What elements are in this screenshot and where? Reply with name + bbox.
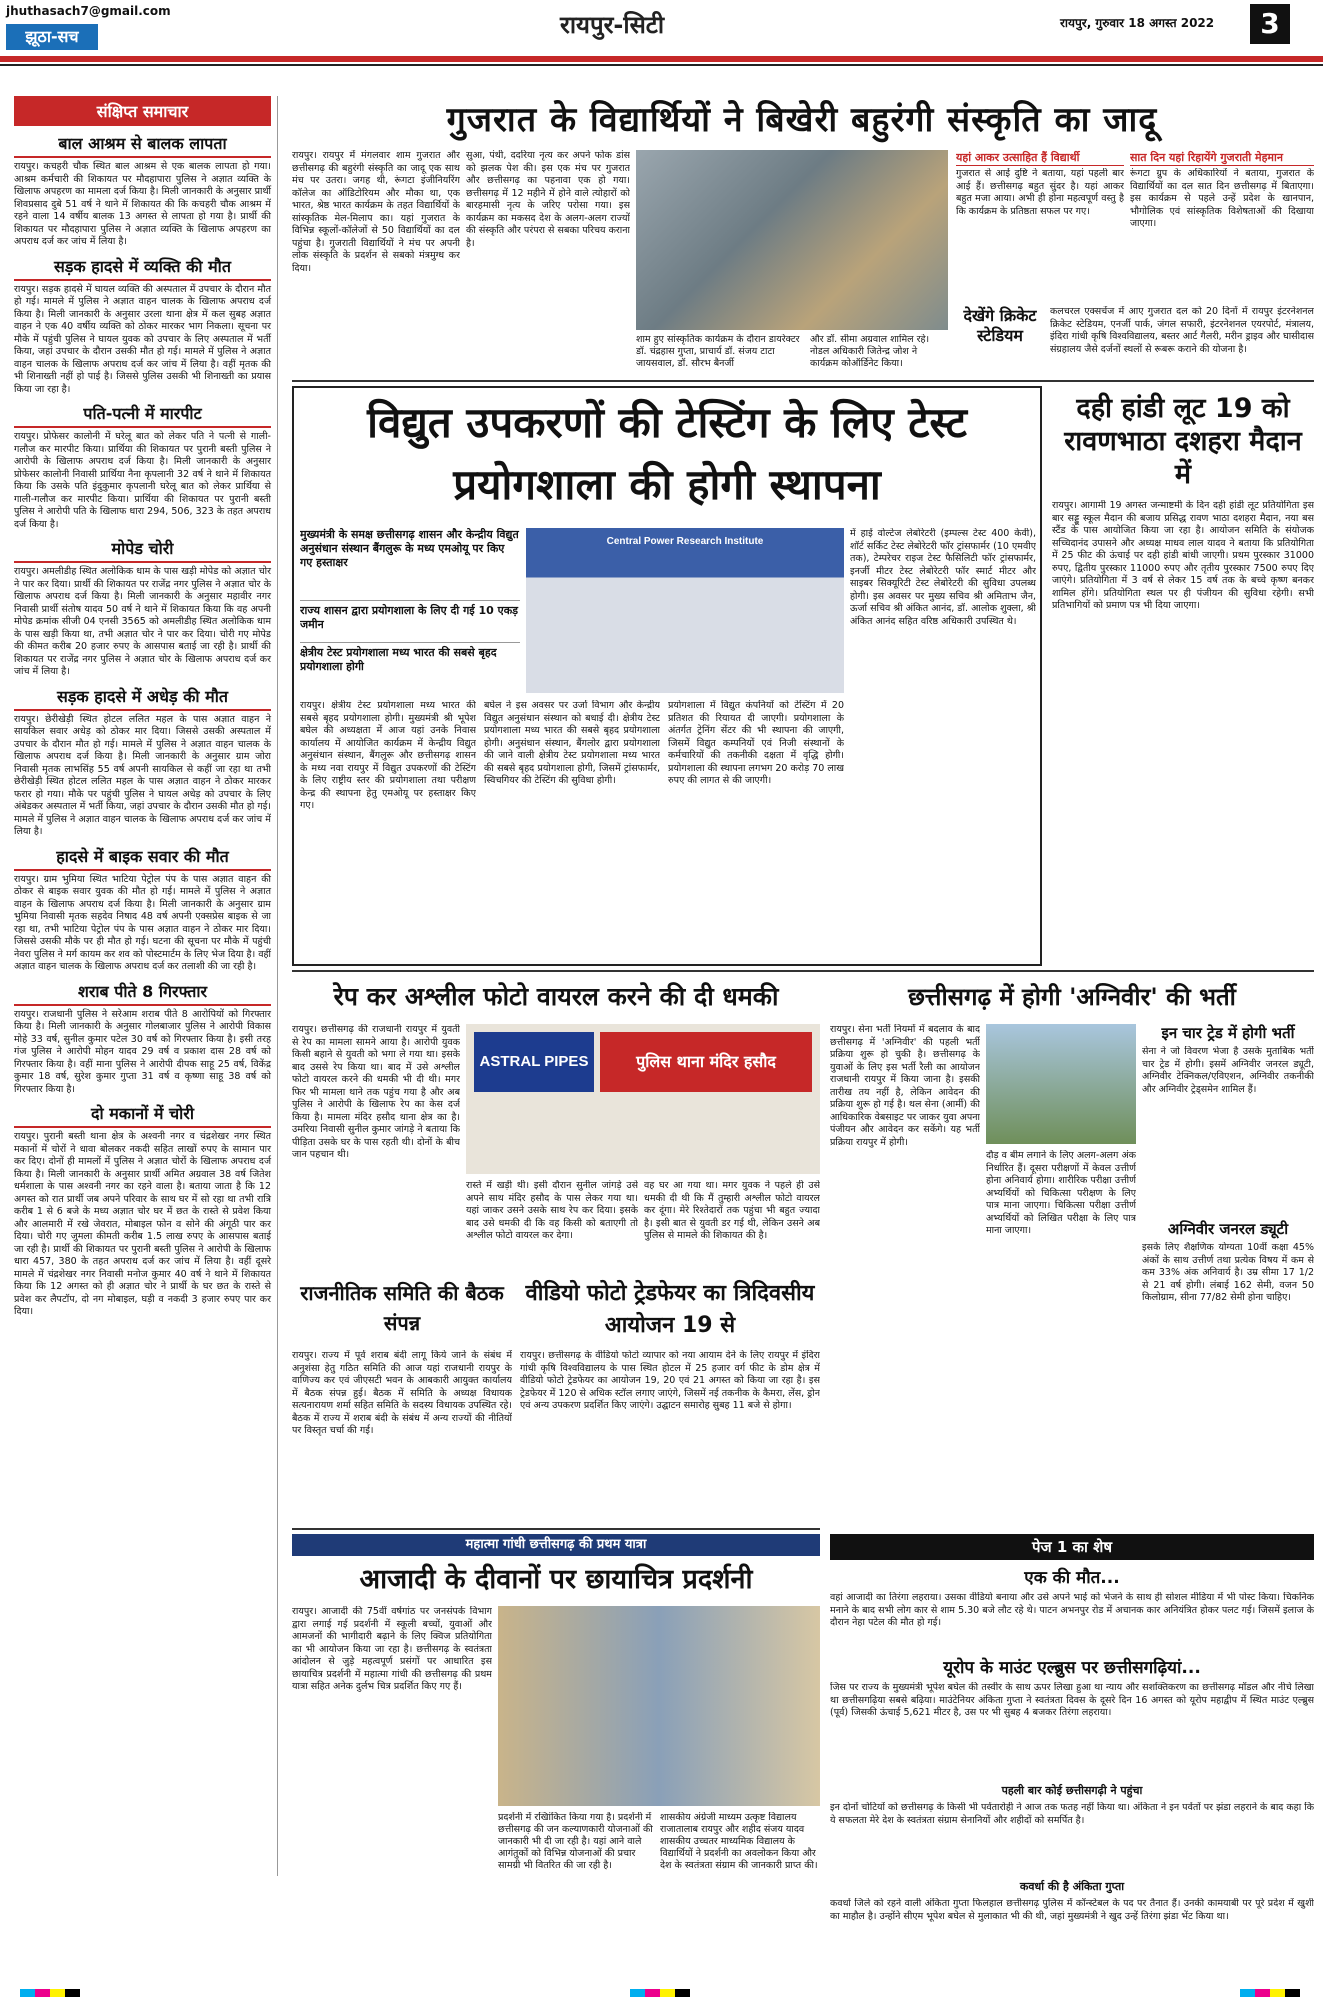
continued-heading-1: एक की मौत... — [1024, 1568, 1120, 1588]
brief-item — [14, 845, 271, 974]
brief-text: रायपुर। सड़क हादसे में घायल व्यक्ति की अस्पताल में उपचार के दौरान मौत हो गई। मामले में पुलिस ने अज्ञात वाहन चालक के खिलाफ अपराध दर्ज किया है। मिली जानकारी के अनुसार उरला थाना क्षेत्र में कल सुबह अज्ञात वाहन ने एक 40 वर्षीय व्यक्ति को ठोकर मारकर भाग निकला। सूचना पर मौके में पहुंची पुलिस ने घायल युवक को उपचार के लिए अस्पताल में भर्ती किया, जहां उपचार के दौरान उसकी मौत हो गई। मामले में पुलिस ने अज्ञात वाहन चालक के खिलाफ अपराध दर्ज कर जांच में लिया है। वहीं मृतक की भी शिनाख्ती नहीं हो पाई है। जिससे पुलिस उसकी भी शिनाख्ती का प्रयास किया जा रहा है। — [14, 283, 271, 395]
color-swatch-center — [630, 1989, 690, 1997]
contact-email: jhuthasach7@gmail.com — [6, 4, 171, 18]
header-rule-black — [0, 64, 1323, 66]
gandhi-body: रायपुर। आजादी की 75वीं वर्षगांठ पर जनसंपर्क विभाग द्वारा लगाई गई प्रदर्शनी में स्कूली बच्चों, युवाओं और आमजनों की भागीदारी बढ़ाने के लिए क्विज प्रतियोगिता का भी आयोजन किया जा रहा है। छत्तीसगढ़ के स्वतंत्रता आंदोलन से जुड़े महत्वपूर्ण प्रसंगों पर आधारित इस छायाचित्र प्रदर्शनी में महात्मा गांधी की छत्तीसगढ़ की प्रथम यात्रा सहित अनेक दुर्लभ चित्र प्रदर्शित किए गए हैं। — [292, 1606, 492, 1692]
agniveer-body-1: रायपुर। सेना भर्ती नियमों में बदलाव के बाद छत्तीसगढ़ में 'अग्निवीर' की पहली भर्ती प्रक्रिया शुरू हो चुकी है। छत्तीसगढ़ के युवाओं के लिए इस भर्ती रैली का आयोजन राजधानी रायपुर में किया जाना है। इसकी तारीख तय नहीं है, लेकिन आवेदन की प्रक्रिया शुरू हो गई है। थल सेना (आर्मी) की आधिकारिक वेबसाइट पर जाकर युवा अपना पंजीयन और आवेदन कर सकेंगे। यह भर्ती प्रक्रिया रायपुर में होगी। — [830, 1024, 980, 1148]
brief-heading: दो मकानों में चोरी — [14, 1102, 271, 1128]
color-swatch-right — [1240, 1989, 1300, 1997]
brief-heading: शराब पीते 8 गिरफ्तार — [14, 980, 271, 1006]
brief-item — [14, 537, 271, 679]
continued-text-2: जिस पर राज्य के मुख्यमंत्री भूपेश बघेल की तस्वीर के साथ ऊपर लिखा हुआ था न्याय और सशक्तिकरण का छत्तीसगढ़ मॉडल और नीचे लिखा था छत्तीसगढ़िया सबसे बढ़िया। माउंटेनियर अंकिता गुप्ता ने स्वतंत्रता दिवस के दूसरे दिन 16 अगस्त को यूरोप महाद्वीप में स्थित माउंट एल्ब्रुस (पूर्व) जिसकी ऊंचाई 5,621 मीटर है, उस पर भी सुबह 4 बजकर तिरंगा लहराया। — [830, 1682, 1314, 1718]
test-lab-body-2: बघेल ने इस अवसर पर उर्जा विभाग और केन्द्रीय विद्युत अनुसंधान संस्थान को बधाई दी। क्षेत्रीय टेस्ट प्रयोगशाला मध्य भारत की सबसे बृहद प्रयोगशाला होगी। अनुसंधान संस्थान, बैंगलोर द्वारा प्रयोगशाला की जाने वाली क्षेत्रीय टेस्ट प्रयोगशाला मध्य भारत की सबसे बृहद प्रयोगशाला होगी, जिसमें ट्रांसफार्मर, स्विचगियर की टेस्टिंग की सुविधा होगी। — [484, 700, 660, 786]
brand-logo: झूठा-सच — [6, 24, 98, 50]
box-text: रूंगटा ग्रुप के अधिकारियों ने बताया, गुजरात के विद्यार्थियों का दल सात दिन छत्तीसगढ़ में बिताएगा। इस कार्यक्रम से पहले उन्हें प्रदेश के खानपान, भौगोलिक एवं सांस्कृतिक विशेषताओं की दिखाया जाएगा। — [1130, 168, 1314, 229]
briefs-column — [8, 96, 278, 1876]
gujarat-box-guests — [1130, 150, 1314, 300]
brief-heading: मोपेड चोरी — [14, 537, 271, 563]
masthead — [0, 0, 1323, 78]
page-number: 3 — [1250, 4, 1290, 44]
continued-text-4: कवर्धा जिले को रहने वाली अंकिता गुप्ता फिलहाल छत्तीसगढ़ पुलिस में कॉन्स्टेबल के पद पर तैनात हैं। उनकी कामयाबी पर पूरे प्रदेश में खुशी का माहौल है। उन्होंने सीएम भूपेश बघेल से मुलाकात भी की थी, जहां मुख्यमंत्री ने खुद उन्हें तिरंगा झंडा भेंट किया था। — [830, 1898, 1314, 1922]
box-title: यहां आकर उत्साहित हैं विद्यार्थी — [956, 150, 1124, 166]
box-text: सेना ने जो विवरण भेजा है उसके मुताबिक भर्ती चार ट्रेड में होगी। इसमें अग्निवीर जनरल ड्यूटी, अग्निवीर टेक्निकल/एविएशन, अग्निवीर तकनीकी और अग्निवीर ट्रेड्समेन शामिल हैं। — [1142, 1046, 1314, 1095]
gujarat-photo-caption-2: और डॉ. सीमा अग्रवाल शामिल रहे। नोडल अधिकारी जितेन्द्र जोश ने कार्यक्रम कोऑर्डिनेट किया। — [810, 334, 930, 369]
rape-story-body-1: रायपुर। छत्तीसगढ़ की राजधानी रायपुर में युवती से रेप का मामला सामने आया है। आरोपी युवक किसी बहाने से युवती को भगा ले गया था। इसके बाद उससे रेप किया था। बाद में उसे अश्लील फोटो वायरल करने की धमकी भी दी थी। मगर फिर भी मामला थाने तक पहुंच गया है और अब पुलिस ने आरोपी के खिलाफ रेप का केस दर्ज किया है। मामला मंदिर हसौद थाना क्षेत्र का है। उमरिया निवासी सुनील कुमार जांगड़े ने बताया कि पीड़िता उसके घर के पास रहती थी। दोनों के बीच जान पहचान थी। — [292, 1024, 460, 1160]
photo-banner-text: Central Power Research Institute — [606, 536, 764, 547]
continued-heading-2: यूरोप के माउंट एल्ब्रुस पर छत्तीसगढ़ियां... — [943, 1658, 1201, 1678]
divider — [292, 380, 1314, 382]
brief-item — [14, 685, 271, 839]
gandhi-strip: महात्मा गांधी छत्तीसगढ़ की प्रथम यात्रा — [292, 1534, 820, 1556]
exhibition-caption: प्रदर्शनी में रखिांकित किया गया है। प्रदर्शनी में छत्तीसगढ़ की जन कल्याणकारी योजनाओं की जानकारी भी दी जा रही है। यहां आने वाले आगंतुकों को विभिन्न योजनाओं की प्रचार सामग्री भी वितरित की जा रही है। — [498, 1812, 653, 1871]
gujarat-body-col1: रायपुर। रायपुर में मंगलवार शाम गुजरात और छत्तीसगढ़ की बहुरंगी संस्कृति का जादू एक साथ मंच पर उतरा। जगह थी, रूंगटा इंजीनियरिंग कॉलेज का ऑडिटोरियम और मौका था, एक भारत, श्रेष्ठ भारत कार्यक्रम के तहत विद्यार्थियों के सांस्कृतिक मेल-मिलाप का। यहां गुजरात के विभिन्न स्कूलों-कॉलेजों से 50 विद्यार्थियों का दल पहुंचा है। गुजराती विद्यार्थियों ने मंच पर अपनी लोक संस्कृति के प्रदर्शन से सबको मंत्रमुग्ध कर दिया। — [292, 150, 460, 274]
mou-signing-photo — [526, 528, 844, 693]
briefs-title: संक्षिप्त समाचार — [14, 96, 271, 126]
brief-text: रायपुर। अमलीडीह स्थित अलोकिक धाम के पास खड़ी मोपेड को अज्ञात चोर ने पार कर दिया। प्रार्थी की शिकायत पर राजेंद्र नगर पुलिस ने अज्ञात चोर के खिलाफ अपराध दर्ज किया है। मिली जानकारी के अनुसार महावीर नगर निवासी प्रार्थी संतोष यादव 50 वर्ष ने थाने में शिकायत किया कि वह अपनी मोपेड क्रमांक सीजी 04 एनसी 3565 को अमलीडीह स्थित अलोकिक धाम के पास खड़ी किया था, तभी अज्ञात चोर ने पार कर दिया। चोरी गए मोपेड की कीमत करीब 20 हजार रुपए के आसपास बताई जा रही है। प्रार्थी की शिकायत पर राजेंद्र नगर पुलिस ने अज्ञात चोर के खिलाफ अपराध दर्ज कर जांच में लिया है। — [14, 566, 271, 677]
gujarat-photo-caption: शाम हुए सांस्कृतिक कार्यक्रम के दौरान डायरेक्टर डॉ. चंद्रहास गुप्ता, प्राचार्य डॉ. संजय टाटा जायसवाल, डॉ. सौरभ बैनर्जी — [636, 334, 800, 369]
print-registration-bar — [0, 1985, 1323, 2003]
brief-text: रायपुर। कचहरी चौक स्थित बाल आश्रम से एक बालक लापता हो गया। आश्रम कर्मचारी की शिकायत पर मौदहापारा पुलिस ने अज्ञात व्यक्ति के खिलाफ अपहरण का मामला दर्ज किया है। मिली जानकारी के अनुसार प्रार्थी शिवप्रसाद दुबे 51 वर्ष ने थाने में शिकायत की कि कचहरी चौक आश्रम में रहने वाला 14 वर्षीय बालक 13 अगस्त से लापता हो गया है। प्रार्थी की शिकायत पर मौदहापारा पुलिस ने अज्ञात व्यक्ति के खिलाफ अपहरण का अपराध दर्ज कर जांच में लिया है। — [14, 161, 271, 247]
issue-date: रायपुर, गुरुवार 18 अगस्त 2022 — [1060, 16, 1215, 30]
dahi-handi-headline: दही हांडी लूट 19 को रावणभाठा दशहरा मैदान में — [1064, 393, 1302, 490]
brief-heading: हादसे में बाइक सवार की मौत — [14, 845, 271, 871]
brief-item — [14, 980, 271, 1097]
box-text: इसके लिए शैक्षणिक योग्यता 10वीं कक्षा 45% अंकों के साथ उत्तीर्ण तथा प्रत्येक विषय में कम से कम 33% अंक अनिवार्य है। उम्र सीमा 17 1/2 से 21 वर्ष होगी। लंबाई 162 सेमी, वजन 50 किलोग्राम, सीना 77/82 सेमी होना चाहिए। — [1142, 1242, 1314, 1303]
test-lab-subhead-2: राज्य शासन द्वारा प्रयोगशाला के लिए दी गई 10 एकड़ जमीन — [300, 600, 520, 636]
stadium-text: कलचरल एक्सचेंज में आए गुजरात दल को 20 दिनों में रायपुर इंटरनेशनल क्रिकेट स्टेडियम, एनर्जी पार्क, जंगल सफारी, इंटरनेशनल एयरपोर्ट, मंत्रालय, इंदिरा गांधी कृषि विश्वविद्यालय, बस्तर आर्ट गैलरी, मरीन ड्राइव और घासीदास संग्रहालय जैसे दर्जनों स्थलों से रूबरू कराने की योजना है। — [1050, 306, 1314, 355]
test-lab-body-3: प्रयोगशाला में विद्युत कंपनियों को टेस्टिंग में 20 प्रतिशत की रियायत दी जाएगी। प्रयोगशाला के अंतर्गत ट्रेनिंग सेंटर की भी स्थापना की जाएगी, जिसमें विद्युत कम्पनियों एवं निजी संस्थानों के कर्मचारियों की तकनीकी दक्षता में वृद्धि होगी। प्रयोगशाला की स्थापना लगभग 20 करोड़ 70 लाख रुपए की लागत से की जाएगी। — [668, 700, 844, 786]
brief-heading: पति-पत्नी में मारपीट — [14, 402, 271, 428]
continued-text-3: इन दोनों चोटियों को छत्तीसगढ़ के किसी भी पर्वतारोही ने आज तक फतह नहीं किया था। अंकिता ने इन पर्वतों पर झंडा लहराने के बाद कहा कि ये सफलता मेरे देश के स्वतंत्रता संग्राम सेनानियों और शहीदों को समर्पित है। — [830, 1802, 1314, 1826]
agniveer-body-2: दौड़ व बीम लगाने के लिए अलग-अलग अंक निर्धारित हैं। दूसरा परीक्षणों में केवल उत्तीर्ण होना अनिवार्य होगा। शारीरिक परीक्षा उत्तीर्ण अभ्यर्थियों को चिकित्सा परीक्षण के लिए पात्र माना जाएगा। चिकित्सा परीक्षा उत्तीर्ण अभ्यर्थियों को लिखित परीक्षा के लिए पात्र माना जाएगा। — [986, 1150, 1136, 1236]
rape-story-headline: रेप कर अश्लील फोटो वायरल करने की दी धमकी — [333, 982, 779, 1011]
brief-heading: बाल आश्रम से बालक लापता — [14, 132, 271, 158]
exhibition-photo — [498, 1606, 820, 1806]
continued-strip: पेज 1 का शेष — [830, 1534, 1314, 1560]
brief-text: रायपुर। छेरीखेड़ी स्थित होटल ललित महल के पास अज्ञात वाहन ने सायकिल सवार अधेड़ को ठोकर मार दिया। जिससे उसकी अस्पताल में उपचार के दौरान मौत हो गई। मामले में पुलिस ने अज्ञात वाहन चालक के खिलाफ अपराध दर्ज किया है। मिली जानकारी के अनुसार ग्राम जोरा निवासी मृतक लाभसिंह 55 वर्ष अपनी सायकिल से कहीं जा रहा था तभी छेरीखेड़ी स्थित होटल ललित महल के पास अज्ञात वाहन ने ठोकर मारकर फरार हो गया। मौके पर पहुंची पुलिस ने घायल अधेड़ को उपचार के लिए अंबेडकर अस्पताल में भर्ती किया, जहां उपचार के दौरान उसकी मौत हो गई। मामले में पुलिस ने अज्ञात वाहन चालक के खिलाफ अपराध दर्ज कर जांच में लिया है। — [14, 713, 271, 837]
divider — [292, 1528, 820, 1530]
continued-heading-4: कवर्धा की है अंकिता गुप्ता — [1019, 1880, 1125, 1893]
box-title: इन चार ट्रेड में होगी भर्ती — [1161, 1024, 1295, 1042]
dahi-handi-body: रायपुर। आगामी 19 अगस्त जन्माष्टमी के दिन दही हांडी लूट प्रतियोगिता इस बार सड्डू स्कूल मैदान की बजाय प्रसिद्ध रावण भाठा दशहरा मैदान, नया बस स्टैंड के पास आयोजित किया जा रहा है। आयोजन समिति के संयोजक सच्चिदानंद उपासने और अध्यक्ष माधव लाल यादव ने बताया कि प्रतियोगिता में 25 फीट की ऊंचाई पर दही हांडी बांधी जाएगी। प्रथम पुरस्कार 31000 रुपए, द्वितीय पुरस्कार 11000 रुपए और तृतीय पुरस्कार 7500 रुपए दिए जाएंगे। प्रतियोगिता में 3 वर्ष से लेकर 15 वर्ष तक के बच्चे कृष्ण बनकर शामिल होंगे। प्रतियोगिता स्थल पर ही पंजीयन की सुविधा रहेगी। सभी प्रतिभागियों को प्रमाण पत्र भी दिया जाएगा। — [1052, 500, 1314, 611]
gujarat-box-excited — [956, 150, 1124, 300]
box-title: सात दिन यहां रिहायेंगे गुजराती मेहमान — [1130, 150, 1314, 166]
police-station-sign: पुलिस थाना मंदिर हसौद — [600, 1032, 812, 1092]
brief-item — [14, 1102, 271, 1319]
section-title: रायपुर-सिटी — [560, 11, 665, 39]
brief-item — [14, 132, 271, 249]
brief-item — [14, 402, 271, 531]
astral-sign: ASTRAL PIPES — [474, 1032, 594, 1092]
brief-text: रायपुर। पुरानी बस्ती थाना क्षेत्र के अश्वनी नगर व चंद्रशेखर नगर स्थित मकानों में चोरों ने धावा बोलकर नकदी सहित लाखों रुपए के सामान पार कर दिए। दोनों ही मामलों में पुलिस ने अज्ञात चोरों के खिलाफ अपराध दर्ज किया है। मिली जानकारी के अनुसार प्रार्थी अमित अग्रवाल 38 वर्ष जितेश धर्मशाला के पास अश्वनी नगर का रहने वाला है। बताया जाता है कि 12 अगस्त को रात प्रार्थी जब अपने परिवार के साथ घर में सो रहा था तभी रात्रि करीब 1 से 6 बजे के मध्य अज्ञात चोर घर में छत के रास्ते से प्रवेश किया और आलमारी में रखे जेवरात, मोबाइल फोन व सोने की अंगूठी पार कर दिया। चोरी गए जुमला कीमती करीब 1.5 लाख रुपए के आसपास बताई जा रही है। प्रार्थी की शिकायत पर पुरानी बस्ती पुलिस ने आरोपी के खिलाफ धारा 457, 380 के तहत अपराध दर्ज कर जांच में लिया है। वहीं दूसरे मामले में चंद्रशेखर नगर निवासी मनोज कुमार 40 वर्ष ने थाने में शिकायत किया कि 12 अगस्त को ही अज्ञात चोर ने प्रार्थी के घर छत के रास्ते से प्रवेश कर लैपटॉप, दो नग मोबाइल, घड़ी व नकदी 3 हजार रुपए पार कर दिया। — [14, 1131, 271, 1317]
agniveer-gd-box — [1142, 1220, 1314, 1524]
test-lab-body-1: रायपुर। क्षेत्रीय टेस्ट प्रयोगशाला मध्य भारत की सबसे बृहद प्रयोगशाला होगी। मुख्यमंत्री श्री भूपेश बघेल की अध्यक्षता में आज यहां उनके निवास कार्यालय में आयोजित कार्यक्रम में केन्द्रीय विद्युत अनुसंधान संस्थान, बैंगलुरू और छत्तीसगढ़ शासन के मध्य नवा रायपुर में विद्युत उपकरणों की टेस्टिंग के लिए राष्ट्रीय स्तर की प्रयोगशाला तथा परीक्षण केन्द्र की स्थापना हेतु एमओयू पर हस्ताक्षर किए गए। — [300, 700, 476, 811]
test-lab-body-4: में हाई वोल्टेज लेबोरेटरी (इम्पल्स टेस्ट 400 केवी), शॉर्ट सर्किट टेस्ट लेबोरेटरी फॉर ट्रांसफार्मर (10 एमवीए तक), टेम्परेचर राइज टेस्ट फैसिलिटी फॉर ट्रांसफार्मर, इनर्जी मीटर टेस्ट लेबोरेटरी फॉर स्मार्ट मीटर और साइबर सिक्यूरिटी टेस्ट लेबोरेटरी की सुविधा उपलब्ध होगी। इस अवसर पर मुख्य सचिव श्री अमिताभ जैन, ऊर्जा सचिव श्री अंकित आनंद, डॉ. आलोक शुक्ला, श्री अंकित आनंद सहित वरिष्ठ अधिकारी उपस्थित थे। — [850, 528, 1036, 627]
video-fair-headline: वीडियो फोटो ट्रेडफेयर का त्रिदिवसीय आयोजन 19 से — [525, 1281, 815, 1338]
continued-heading-3: पहली बार कोई छत्तीसगढ़ी ने पहुंचा — [1001, 1784, 1143, 1797]
video-fair-body: रायपुर। छत्तीसगढ़ के वीडियो फोटो व्यापार को नया आयाम देने के लिए रायपुर में इंदिरा गांधी कृषि विश्वविद्यालय के पास स्थित होटल में 25 हजार वर्ग फीट के डोम क्षेत्र में वीडियो फोटो ट्रेडफेयर का आयोजन 19, 20 एवं 21 अगस्त को किया जा रहा है। इस ट्रेडफेयर में 120 से अधिक स्टॉल लगाए जाएंगे, जिसमें नई तकनीक के कैमरा, लेंस, ड्रोन एवं अन्य उपकरण प्रदर्शित किए जाएंगे। उद्घाटन समारोह सुबह 11 बजे से होगा। — [520, 1350, 820, 1411]
agniveer-photo — [986, 1024, 1136, 1144]
header-rule-red — [0, 56, 1323, 62]
test-lab-subhead-3: क्षेत्रीय टेस्ट प्रयोगशाला मध्य भारत की सबसे बृहद प्रयोगशाला होगी — [300, 642, 520, 678]
color-swatch-left — [20, 1989, 80, 1997]
divider — [292, 970, 1314, 972]
brief-heading: सड़क हादसे में व्यक्ति की मौत — [14, 255, 271, 281]
politics-headline: राजनीतिक समिति की बैठक संपन्न — [300, 1281, 504, 1335]
test-lab-subhead-1: मुख्यमंत्री के समक्ष छत्तीसगढ़ शासन और केन्द्रीय विद्युत अनुसंधान संस्थान बैंगलुरू के मध्य एमओयू पर किए गए हस्ताक्षर — [300, 528, 519, 569]
box-title: अग्निवीर जनरल ड्यूटी — [1167, 1220, 1289, 1238]
gujarat-group-photo — [636, 150, 948, 330]
continued-text-1: वहां आजादी का तिरंगा लहराया। उसका वीडियो बनाया और उसे अपने भाई को भेजने के साथ ही सोशल मीडिया में भी पोस्ट किया। चिकनिक मनाने के बाद सभी लोग कार से शाम 5.30 बजे लौट रहे थे। पाटन अभनपुर रोड में अचानक कार अनियंत्रित होकर पलट गई। जिसमें इलाज के दौरान नेहा पटेल की मौत हो गई। — [830, 1592, 1314, 1628]
brief-item — [14, 255, 271, 397]
brief-heading: सड़क हादसे में अधेड़ की मौत — [14, 685, 271, 711]
gandhi-headline: आजादी के दीवानों पर छायाचित्र प्रदर्शनी — [359, 1564, 753, 1595]
police-station-photo — [466, 1024, 820, 1174]
gujarat-headline: गुजरात के विद्यार्थियों ने बिखेरी बहुरंगी संस्कृति का जादू — [446, 100, 1158, 140]
gujarat-body-col2: सुआ, पंथी, ददरिया नृत्य कर अपने फोक डांस को झलक पेश की। इस एक मंच पर गुजरात और छत्तीसगढ़ का पहनावा एक हो गया। छत्तीसगढ़ में 12 महीने में होने वाले त्योहारों को बारहमासी नृत्य के जरिए परोसा गया। इस कार्यक्रम का मकसद देश के अलग-अलग राज्यों की संस्कृति और परंपरा से सबका परिचय कराना है। — [466, 150, 630, 249]
rape-story-body-3: वह घर आ गया था। मगर युवक ने पहले ही उसे धमकी दी थी कि मैं तुम्हारी अश्लील फोटो वायरल कर दूंगा। मेरे रिश्तेदारों तक पहुंचा भी बहुत ज्यादा है। इसी बात से युवती डर गई थी, लेकिन उसने अब पुलिस से मामले की शिकायत की है। — [644, 1180, 820, 1241]
brief-text: रायपुर। ग्राम भुमिया स्थित भाटिया पेट्रोल पंप के पास अज्ञात वाहन की ठोकर से बाइक सवार युवक की मौत हो गई। मामले में पुलिस ने अज्ञात वाहन के खिलाफ अपराध दर्ज किया है। मिली जानकारी के अनुसार ग्राम भुमिया निवासी मृतक सहदेव निषाद 48 वर्ष अपनी एक्सप्रेस बाइक से जा रहा था, तभी भाटिया पेट्रोल पंप के पास अज्ञात वाहन ने ठोकर मार दिया। जिससे उसकी मौके पर ही मौत हो गई। घटना की सूचना पर मौके में पहुंची नेवरा पुलिस ने मर्ग कायम कर शव को पोस्टमार्टम के लिए भेज दिया है। वहीं अज्ञात वाहन चालक के खिलाफ अपराध दर्ज कर तलाशी की जा रही है। — [14, 873, 271, 972]
exhibition-caption-2: शासकीय अंग्रेजी माध्यम उत्कृष्ट विद्यालय राजातालाब रायपुर और शहीद संजय यादव शासकीय उच्चतर माध्यमिक विद्यालय के विद्यार्थियों ने प्रदर्शनी का अवलोकन किया और देश के स्वतंत्रता संग्राम की जानकारी प्राप्त की। — [660, 1812, 818, 1871]
box-text: गुजरात से आई दुष्टि ने बताया, यहां पहली बार आई हैं। छत्तीसगढ़ बहुत सुंदर है। यहां आकर बहुत मजा आया। अभी ही होना महत्वपूर्ण वस्तु है कि कार्यक्रम के प्रतिष्ठता सफल पर गए। — [956, 168, 1124, 217]
politics-body: रायपुर। राज्य में पूर्व शराब बंदी लागू किये जाने के संबंध में अनुशंसा हेतु गठित समिति की आज यहां राजधानी रायपुर के वाणिज्य कर एवं जीएसटी भवन के आबकारी आयुक्त कार्यालय में बैठक संपन्न हुई। बैठक में समिति के अध्यक्ष विधायक सत्यनारायण शर्मा सहित समिति के सदस्य विधायक उपस्थित रहे। बैठक में राज्य में शराब बंदी के संबंध में अन्य राज्यों की नीतियों पर विस्तृत चर्चा की गई। — [292, 1350, 512, 1436]
agniveer-trades-box — [1142, 1024, 1314, 1214]
rape-story-body-2: रास्ते में खड़ी थी। इसी दौरान सुनील जांगड़े उसे अपने साथ मंदिर हसौद के पास लेकर गया था। यहां जाकर उसने उसके साथ रेप कर दिया। इसके बाद उसे धमकी दी कि वह किसी को बताएगी तो अश्लील फोटो वायरल कर देगा। — [466, 1180, 638, 1241]
test-lab-headline: विद्युत उपकरणों की टेस्टिंग के लिए टेस्ट प्रयोगशाला की होगी स्थापना — [367, 398, 967, 509]
stadium-label: देखेंगे क्रिकेट स्टेडियम — [963, 306, 1037, 345]
agniveer-headline: छत्तीसगढ़ में होगी 'अग्निवीर' की भर्ती — [908, 983, 1236, 1011]
brief-text: रायपुर। राजधानी पुलिस ने सरेआम शराब पीते 8 आरोपियों को गिरफ्तार किया है। मिली जानकारी के अनुसार गोलबाजार पुलिस ने आरोपी विकास मोहे 33 वर्ष, सुनील कुमार पटेल 30 वर्ष को गिरफ्तार किया है। इसी तरह गंज पुलिस ने आरोपी मोहन यादव 29 वर्ष व प्रकाश दास 28 वर्ष को गिरफ्तार किया है। वहीं माना पुलिस ने आरोपी दीपक साहू 25 वर्ष, विकेंद्र कुमार 18 वर्ष, सुरेश कुमार गुप्ता 31 वर्ष व कृष्णा साहू 38 वर्ष को गिरफ्तार किया है। — [14, 1008, 271, 1095]
brief-text: रायपुर। प्रोफेसर कालोनी में घरेलू बात को लेकर पति ने पत्नी से गाली-गलौज कर मारपीट किया। प्रार्थिया की शिकायत पर पुरानी बस्ती पुलिस ने आरोपी के खिलाफ अपराध दर्ज किया है। मिली जानकारी के अनुसार प्रोफेसर कालोनी निवासी प्रार्थिया नैना कृपलानी 32 वर्ष ने थाने में शिकायत किया कि उसके पति इंदुकुमार कृपलानी घरेलू बात को लेकर प्रार्थिया से गाली-गलौज कर मारपीट किया। प्रार्थिया की शिकायत पर पुरानी बस्ती पुलिस ने आरोपी पति के खिलाफ धारा 294, 506, 323 के तहत अपराध दर्ज किया है। — [14, 431, 271, 530]
